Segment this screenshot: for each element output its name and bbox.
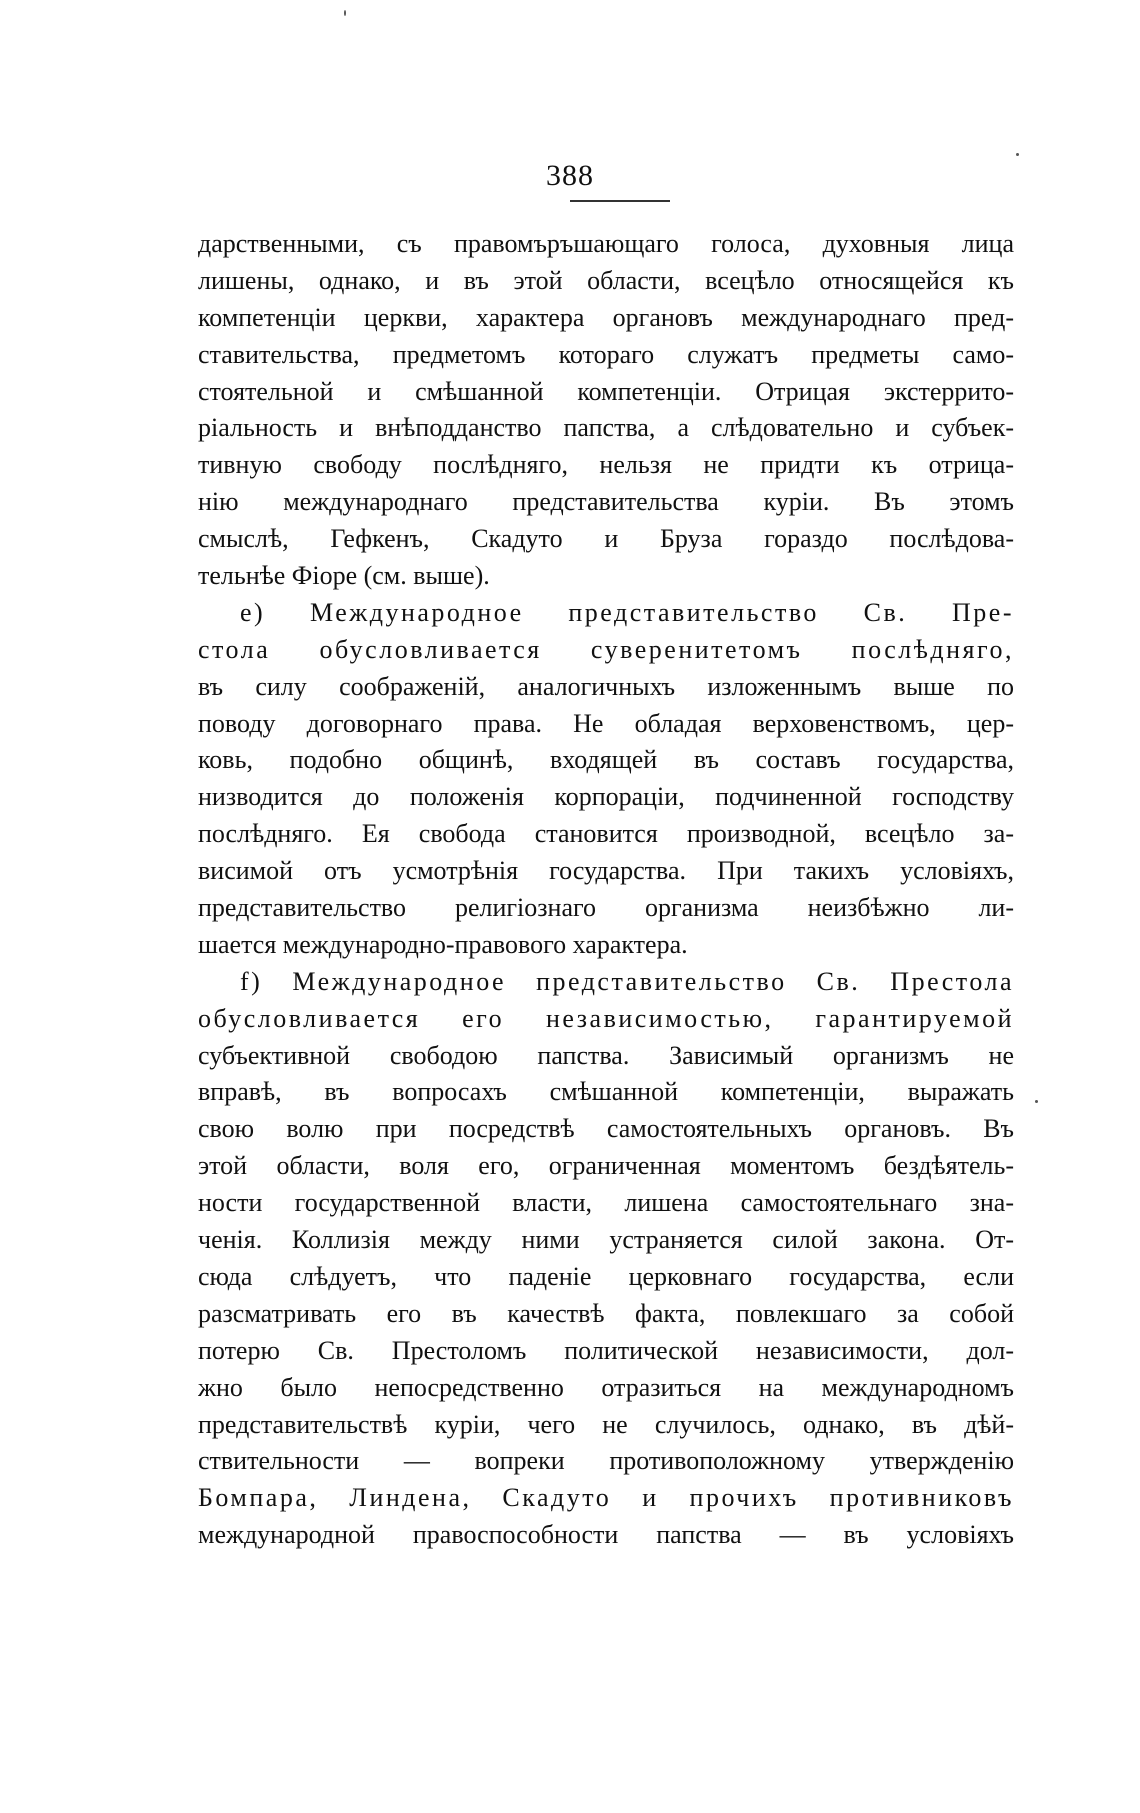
text-line: смыслѣ, Гефкенъ, Скадуто и Бруза гораздо послѣдова- — [198, 524, 1014, 554]
text-line: въ силу соображеній, аналогичныхъ изложеннымъ выше по — [198, 671, 1014, 701]
text-line: Бомпара, Линдена, Скадуто и прочихъ противниковъ — [198, 1483, 1014, 1513]
text-line: поводу договорнаго права. Не обладая верховенствомъ, цер- — [198, 708, 1014, 738]
text-line: стола обусловливается суверенитетомъ послѣдняго, — [198, 634, 1014, 664]
text-line: ковь, подобно общинѣ, входящей въ составъ государства, — [198, 745, 1014, 775]
print-speck — [1035, 1100, 1038, 1103]
print-speck — [1016, 153, 1019, 156]
text-line: этой области, воля его, ограниченная моментомъ бездѣятель- — [198, 1151, 1014, 1181]
text-line: e) Международное представительство Св. Пре- — [240, 597, 1014, 627]
text-line: дарственными, съ правомъръшающаго голоса, духовныя лица — [198, 229, 1014, 258]
text-line: потерю Св. Престоломъ политической независимости, дол- — [198, 1335, 1014, 1365]
text-line: ности государственной власти, лишена самостоятельнаго зна- — [198, 1188, 1014, 1218]
text-line: висимой отъ усмотрѣнія государства. При такихъ условіяхъ, — [198, 856, 1014, 886]
text-line: тивную свободу послѣдняго, нельзя не придти къ отрица- — [198, 450, 1014, 480]
text-line: разсматривать его въ качествѣ факта, повлекшаго за собой — [198, 1298, 1014, 1328]
text-line: нію международнаго представительства куріи. Въ этомъ — [198, 487, 1014, 517]
text-line: ченія. Коллизія между ними устраняется силой закона. От- — [198, 1225, 1014, 1255]
text-line: низводится до положенія корпораціи, подчиненной господству — [198, 782, 1014, 812]
text-line: шается международно-правового характера. — [198, 929, 688, 959]
text-line: сюда слѣдуетъ, что паденіе церковнаго государства, если — [198, 1261, 1014, 1291]
text-line: жно было непосредственно отразиться на международномъ — [198, 1372, 1014, 1402]
text-line: лишены, однако, и въ этой области, всецѣло относящейся къ — [198, 265, 1014, 295]
body-text — [198, 226, 1014, 1554]
text-line: послѣдняго. Ея свобода становится производной, всецѣло за- — [198, 819, 1014, 849]
text-line: ствительности — вопреки противоположному утвержденію — [198, 1446, 1014, 1476]
text-line: компетенціи церкви, характера органовъ международнаго пред- — [198, 302, 1014, 332]
text-line: представительство религіознаго организма неизбѣжно ли- — [198, 893, 1014, 923]
text-line: f) Международное представительство Св. Престола — [240, 966, 1014, 996]
text-line: обусловливается его независимостью, гарантируемой — [198, 1003, 1014, 1033]
print-speck — [344, 10, 346, 16]
text-line: свою волю при посредствѣ самостоятельныхъ органовъ. Въ — [198, 1114, 1014, 1144]
text-line: ріальность и внѣподданство папства, а слѣдовательно и субъек- — [198, 413, 1014, 443]
page-number-rule — [570, 200, 670, 202]
text-line: вправѣ, въ вопросахъ смѣшанной компетенціи, выражать — [198, 1077, 1014, 1107]
text-line: тельнѣе Фіоре (см. выше). — [198, 561, 490, 591]
text-line: представительствѣ куріи, чего не случилось, однако, въ дѣй- — [198, 1409, 1014, 1439]
text-line: стоятельной и смѣшанной компетенціи. Отрицая экстеррито- — [198, 376, 1014, 406]
text-line: международной правоспособности папства — въ условіяхъ — [198, 1520, 1014, 1550]
text-line: ставительства, предметомъ котораго служатъ предметы само- — [198, 339, 1014, 369]
page-number: 388 — [546, 159, 594, 192]
text-line: субъективной свободою папства. Зависимый организмъ не — [198, 1040, 1014, 1070]
